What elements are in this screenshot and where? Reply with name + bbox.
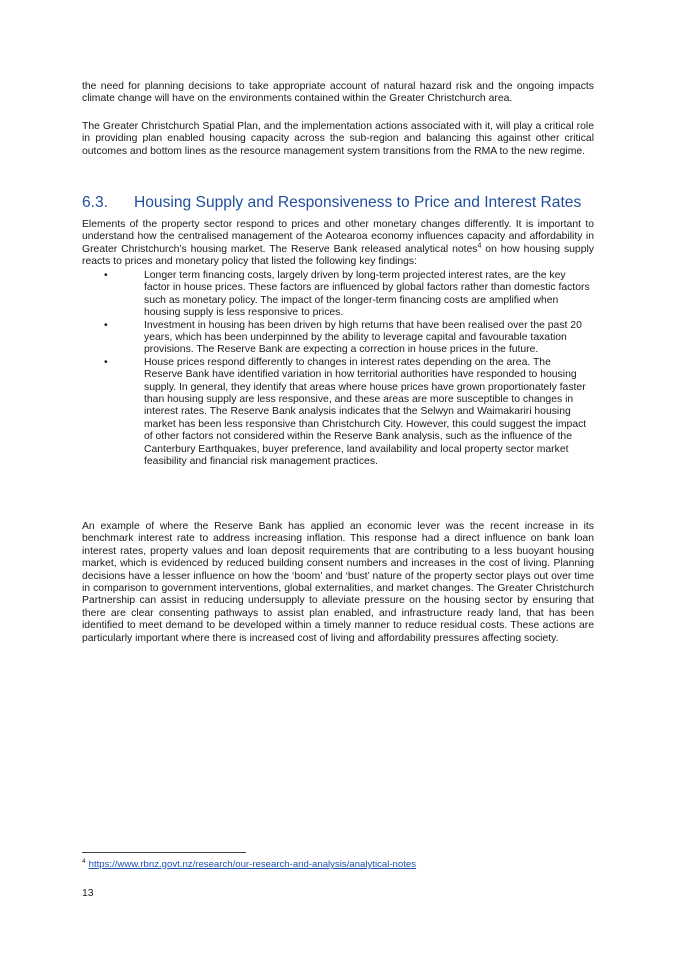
- paragraph-reserve-bank-example: An example of where the Reserve Bank has applied an economic lever was the recent increase in its benchmark interest rate to address increasing inflation. This response had a direct influence on bank loan interest rates, property values and loan deposit requirements that are contributing to a less buoyant housing market, which is evidenced by reduced building consent numbers and increases in the cost of living. Planning decisions have a lesser influence on how the ‘boom’ and ‘bust’ nature of the property sector plays out over time in comparison to government interventions, global externalities, and market changes. The Greater Christchurch Partnership can assist in reducing undersupply to alleviate pressure on the housing sector by ensuring that there are clear consenting pathways to assist plan enabled, and infrastructure ready land, that has been identified to meet demand to be developed within a timely manner to reduce residual costs. These actions are particularly important where there is increased cost of living and affordability pressures affecting society.: [82, 521, 594, 644]
- section-heading: [82, 193, 602, 213]
- bullet-marker: •: [104, 270, 108, 281]
- list-item-text: House prices respond differently to changes in interest rates depending on the area. The Reserve Bank have identified variation in how territorial authorities have responded to housing supply. In general, they identify that areas where house prices have grown proportionately faster than housing supply are less responsive, and these areas are more susceptible to changes in interest rates. The Reserve Bank analysis indicates that the Selwyn and Waimakariri housing market has been less responsive than Christchurch City. However, this could suggest the impact of other factors not considered within the Reserve Bank analysis, such as the influence of the Canterbury Earthquakes, buyer preference, land availability and local property sector market feasibility and financial risk management practices.: [144, 356, 587, 468]
- bullet-marker: •: [104, 356, 108, 368]
- page-number: 13: [82, 888, 94, 899]
- list-item-text: Investment in housing has been driven by high returns that have been realised over the past 20 years, which has been underpinned by the ability to leverage capital and favourable taxation provisions. The Reserve Bank are expecting a correction in house prices in the future.: [144, 319, 582, 356]
- paragraph-property-sector: [82, 219, 594, 269]
- list-item: [82, 320, 594, 357]
- list-item-text: Longer term financing costs, largely driven by long-term projected interest rates, are the key factor in house prices. These factors are influenced by global factors rather than domestic factors such as monetary policy. The impact of the longer-term financing costs are amplified when housing supply is less responsive to prices.: [144, 270, 590, 319]
- list-item: [82, 270, 594, 320]
- footnote-link[interactable]: https://www.rbnz.govt.nz/research/our-research-and-analysis/analytical-notes: [88, 859, 417, 870]
- paragraph-property-sector-end: on how housing supply reacts to prices and monetary policy that listed the following key findings:: [82, 243, 594, 268]
- footnote-separator: [82, 852, 246, 853]
- footnote-reference[interactable]: 4: [477, 242, 482, 250]
- footnote-number: 4: [82, 857, 86, 865]
- key-findings-list: [82, 270, 594, 469]
- paragraph-natural-hazard: the need for planning decisions to take appropriate account of natural hazard risk and the ongoing impacts climate change will have on the environments contained within the Greater Christchurch area.: [82, 81, 594, 105]
- section-number: 6.3.: [82, 194, 109, 211]
- footnote: [82, 859, 602, 871]
- paragraph-property-sector-start: Elements of the property sector respond to prices and other monetary changes differently. It is important to understand how the centralised management of the Aotearoa economy influences capacity and affordability in Greater Christchurch’s housing market. The Reserve Bank released analytical notes: [82, 219, 594, 255]
- paragraph-spatial-plan: The Greater Christchurch Spatial Plan, and the implementation actions associated with it, will play a critical role in providing plan enabled housing capacity across the sub-region and balancing this against other critical outcomes and bottom lines as the resource management system transitions from the RMA to the new regime.: [82, 121, 594, 157]
- section-title: Housing Supply and Responsiveness to Price and Interest Rates: [134, 194, 582, 211]
- list-item: [82, 357, 594, 469]
- bullet-marker: •: [104, 319, 108, 331]
